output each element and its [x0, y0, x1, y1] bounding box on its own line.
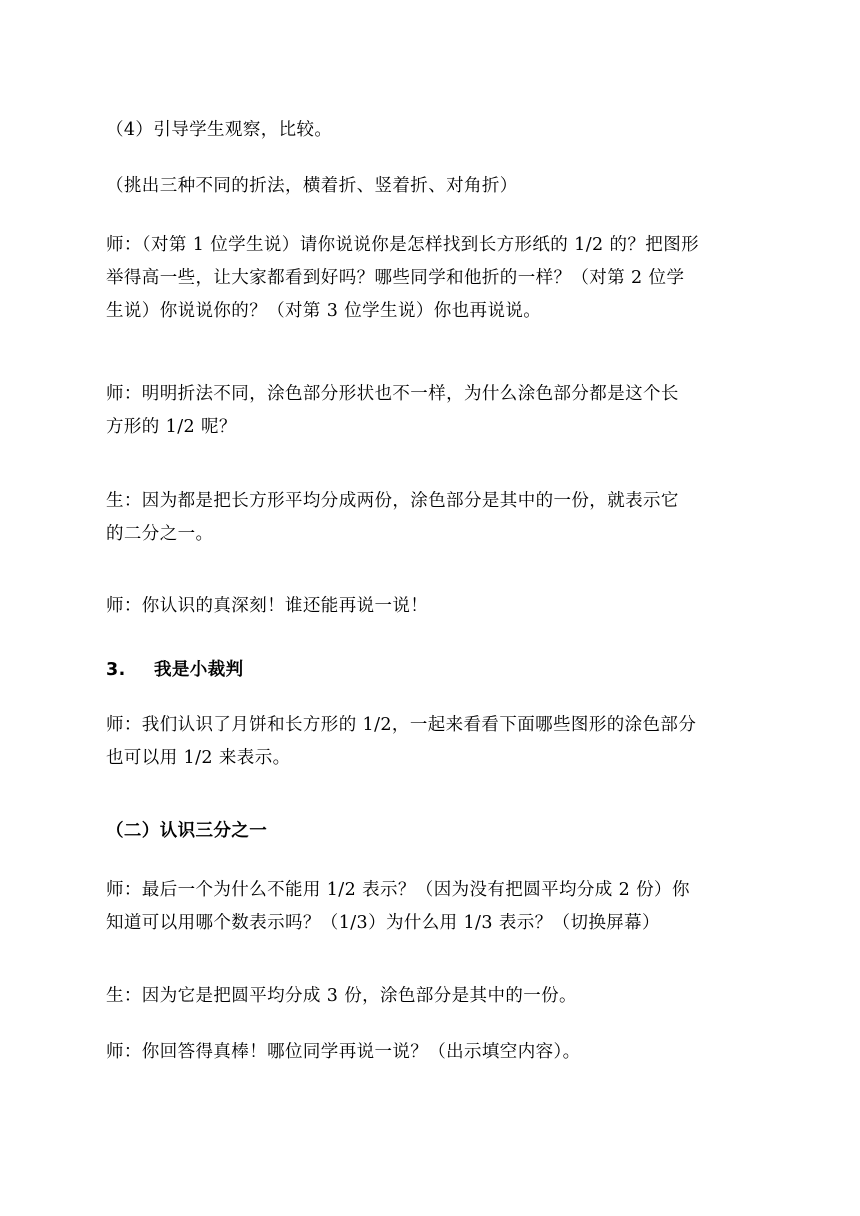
- section-heading-3: [106, 654, 761, 687]
- text-line: 师：我们认识了月饼和长方形的 1/2，一起来看看下面哪些图形的涂色部分: [106, 715, 697, 735]
- text-line: 知道可以用哪个数表示吗？（1/3）为什么用 1/3 表示？（切换屏幕）: [106, 913, 660, 933]
- text-line: 举得高一些，让大家都看到好吗？哪些同学和他折的一样？（对第 2 位学: [106, 268, 685, 288]
- paragraph-teacher-ask-students: [106, 229, 761, 328]
- text-line: 师：你回答得真棒！哪位同学再说一说？（出示填空内容）。: [106, 1042, 581, 1062]
- text-line: 师：最后一个为什么不能用 1/2 表示？（因为没有把圆平均分成 2 份）你: [106, 880, 690, 900]
- text-line: 生：因为都是把长方形平均分成两份，涂色部分是其中的一份，就表示它: [106, 491, 679, 511]
- section-heading-one-third: [106, 815, 761, 848]
- heading-number: 3.: [106, 660, 126, 680]
- paragraph-teacher-why-half: [106, 378, 761, 444]
- text-line: 的二分之一。: [106, 524, 214, 544]
- text-line: 师：你认识的真深刻！谁还能再说一说！: [106, 596, 429, 616]
- paragraph-teacher-praise: [106, 590, 761, 623]
- heading-title: 我是小裁判: [154, 660, 244, 680]
- paragraph-folding-methods: [106, 170, 761, 203]
- paragraph-student-answer-third: [106, 980, 761, 1013]
- heading-title: （二）认识三分之一: [106, 821, 268, 841]
- text-line: 生说）你说说你的？（对第 3 位学生说）你也再说说。: [106, 301, 542, 321]
- paragraph-teacher-which-shapes: [106, 709, 761, 775]
- text-line: （4）引导学生观察，比较。: [106, 120, 333, 140]
- text-line: （挑出三种不同的折法，横着折、竖着折、对角折）: [106, 176, 518, 196]
- text-line: 生：因为它是把圆平均分成 3 份，涂色部分是其中的一份。: [106, 986, 577, 1006]
- text-line: 师：明明折法不同，涂色部分形状也不一样，为什么涂色部分都是这个长: [106, 384, 679, 404]
- text-line: 方形的 1/2 呢？: [106, 417, 237, 437]
- paragraph-teacher-fill-blank: [106, 1036, 761, 1069]
- text-line: 也可以用 1/2 来表示。: [106, 748, 291, 768]
- paragraph-student-answer-half: [106, 485, 761, 551]
- paragraph-observe-compare: [106, 114, 761, 147]
- text-line: 师：（对第 1 位学生说）请你说说你是怎样找到长方形纸的 1/2 的？把图形: [106, 235, 699, 255]
- paragraph-teacher-why-not-half: [106, 874, 761, 940]
